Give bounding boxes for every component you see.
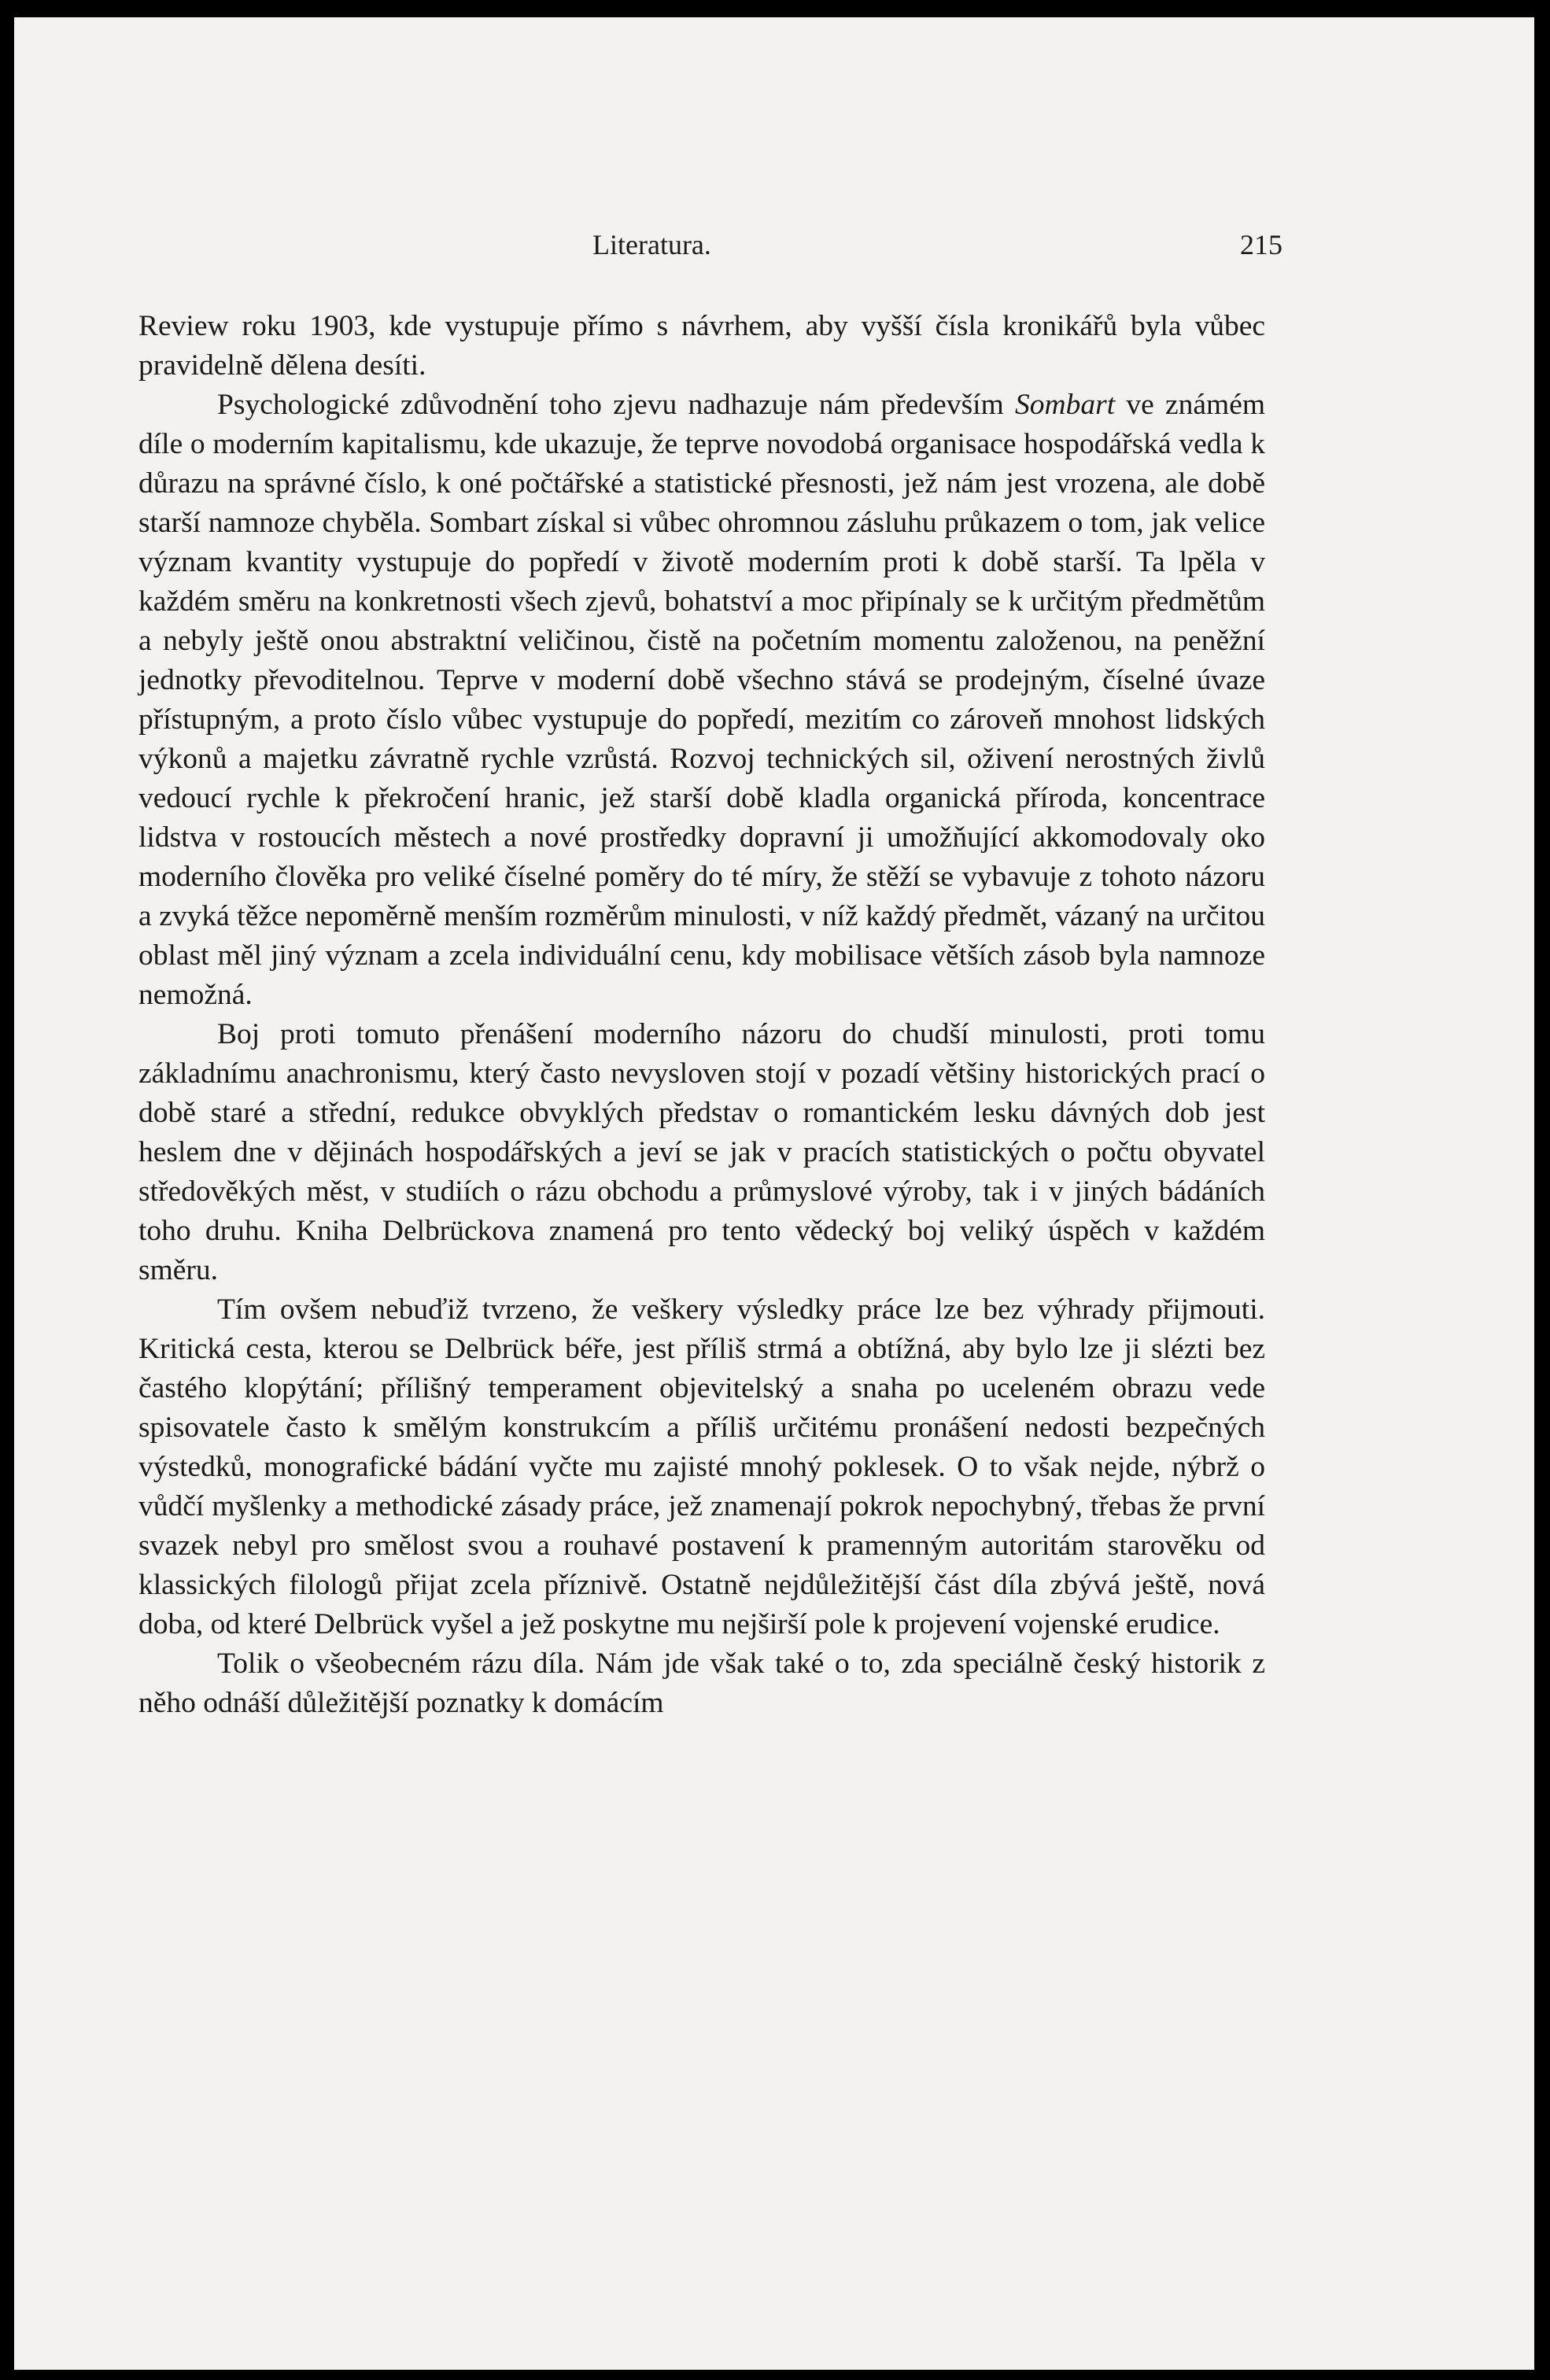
- paragraph-2-lead: Psychologické zdůvodnění toho zjevu nadhazuje nám především: [217, 389, 1004, 421]
- body-text: [138, 307, 1265, 1723]
- running-title: Literatura.: [592, 229, 711, 260]
- sombart-name: Sombart: [1015, 389, 1116, 421]
- paragraph-1: Review roku 1903, kde vystupuje přímo s návrhem, aby vyšší čísla kronikářů byla vůbec pravidelně dělena desíti.: [138, 310, 1265, 382]
- paragraph-2: [138, 386, 1265, 1015]
- paragraph-5: Tolik o všeobecném rázu díla. Nám jde však také o to, zda speciálně český historik z něho odnáší důležitější poznatky k domácím: [138, 1648, 1265, 1719]
- book-page: [14, 17, 1534, 2370]
- paragraph-4: Tím ovšem nebuďiž tvrzeno, že veškery výsledky práce lze bez výhrady přijmouti. Kritická cesta, kterou se Delbrück béře, jest příliš strmá a obtížná, aby bylo lze ji slézti bez častého klopýtání; přílišný temperament objevitelský a snaha po uceleném obrazu vede spisovatele často k smělým konstrukcím a příliš určitému pronášení nedosti bezpečných výstedků, monografické bádání vyčte mu zajisté mnohý poklesek. O to však nejde, nýbrž o vůdčí myšlenky a methodické zásady práce, jež znamenají pokrok nepochybný, třebas že první svazek nebyl pro smělost svou a rouhavé postavení k pramenným autoritám starověku od klassických filologů přijat zcela příznivě. Ostatně nejdůležitější část díla zbývá ještě, nová doba, od které Delbrück vyšel a jež poskytne mu nejširší pole k projevení vojenské erudice.: [138, 1293, 1265, 1640]
- paragraph-2-rest: ve známém díle o moderním kapitalismu, kde ukazuje, že teprve novodobá organisace hospodářská vedla k důrazu na správné číslo, k oné počtářské a statistické přesnosti, jež nám jest vrozena, ale době starší namnoze chyběla. Sombart získal si vůbec ohromnou zásluhu průkazem o tom, jak velice význam kvantity vystupuje do popředí v životě moderním proti k době starší. Ta lpěla v každém směru na konkretnosti všech zjevů, bohatství a moc připínaly se k určitým předmětům a nebyly ještě onou abstraktní veličinou, čistě na početním momentu založenou, na peněžní jednotky převoditelnou. Teprve v moderní době všechno stává se prodejným, číselné úvaze přístupným, a proto číslo vůbec vystupuje do popředí, mezitím co zároveň mnohost lidských výkonů a majetku závratně rychle vzrůstá. Rozvoj technických sil, oživení nerostných živlů vedoucí rychle k překročení hranic, jež starší době kladla organická příroda, koncentrace lidstva v rostoucích městech a nové prostředky dopravní ji umožňující akkomodovaly oko moderního člověka pro veliké číselné poměry do té míry, že stěží se vybavuje z tohoto názoru a zvyká těžce nepoměrně menším rozměrům minulosti, v níž každý předmět, vázaný na určitou oblast měl jiný význam a zcela individuální cenu, kdy mobilisace větších zásob byla namnoze nemožná.: [138, 389, 1266, 1011]
- paragraph-3: Boj proti tomuto přenášení moderního názoru do chudší minulosti, proti tomu základnímu anachronismu, který často nevysloven stojí v pozadí většiny historických prací o době staré a střední, redukce obvyklých představ o romantickém lesku dávných dob jest heslem dne v dějinách hospodářských a jeví se jak v pracích statistických o počtu obyvatel středověkých měst, v studiích o rázu obchodu a průmyslové výroby, tak i v jiných bádáních toho druhu. Kniha Delbrückova znamená pro tento vědecký boj veliký úspěch v každém směru.: [138, 1018, 1265, 1286]
- running-head: [14, 228, 1534, 275]
- page-number: 215: [1240, 229, 1282, 260]
